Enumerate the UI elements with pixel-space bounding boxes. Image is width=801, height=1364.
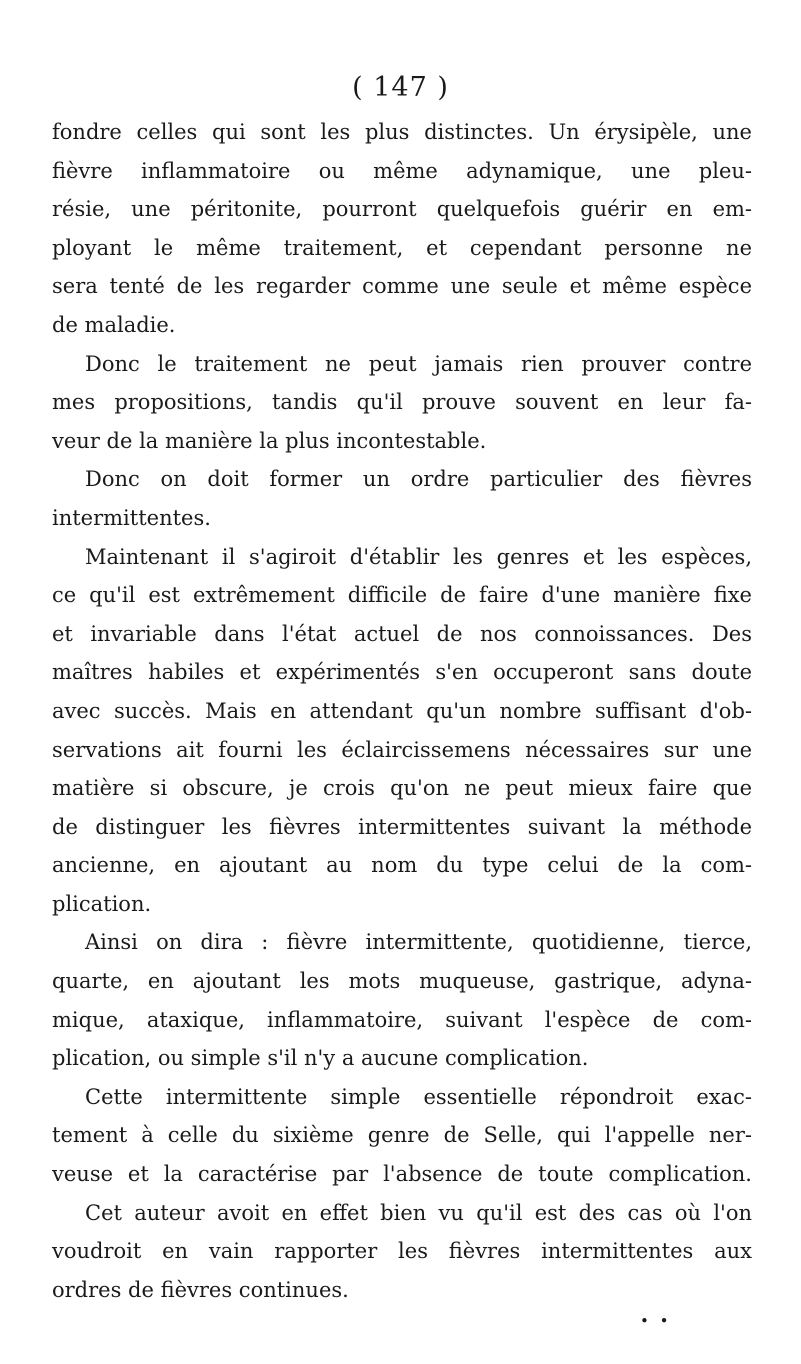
text-line: Cet auteur avoit en effet bien vu qu'il est des cas où l'on bbox=[85, 1200, 752, 1225]
page-number: ( 147 ) bbox=[352, 72, 449, 103]
text-line: voudroit en vain rapporter les fièvres intermittentes aux bbox=[52, 1239, 752, 1264]
text-line: ployant le même traitement, et cependant personne ne bbox=[52, 235, 752, 260]
text-line: avec succès. Mais en attendant qu'un nombre suffisant d'ob- bbox=[52, 698, 752, 723]
body-text bbox=[52, 113, 752, 1309]
text-line: plication. bbox=[52, 891, 152, 916]
text-line: Donc on doit former un ordre particulier des fièvres bbox=[85, 467, 752, 492]
text-line: veuse et la caractérise par l'absence de toute complication. bbox=[52, 1162, 752, 1187]
text-line: de maladie. bbox=[52, 312, 176, 337]
text-line: mique, ataxique, inflammatoire, suivant l'espèce de com- bbox=[52, 1007, 752, 1032]
text-line: sera tenté de les regarder comme une seule et même espèce bbox=[52, 274, 752, 299]
text-line: Cette intermittente simple essentielle répondroit exac- bbox=[85, 1084, 752, 1109]
text-line: plication, ou simple s'il n'y a aucune complication. bbox=[52, 1046, 589, 1071]
text-line: servations ait fourni les éclaircissemens nécessaires sur une bbox=[52, 737, 752, 762]
text-line: fièvre inflammatoire ou même adynamique, une pleu- bbox=[52, 158, 752, 183]
text-line: et invariable dans l'état actuel de nos connoissances. Des bbox=[52, 621, 752, 646]
text-line: résie, une péritonite, pourront quelquefois guérir en em- bbox=[52, 197, 752, 222]
text-line: ancienne, en ajoutant au nom du type celui de la com- bbox=[52, 853, 752, 878]
text-line: intermittentes. bbox=[52, 505, 211, 530]
text-line: tement à celle du sixième genre de Selle, qui l'appelle ner- bbox=[52, 1123, 752, 1148]
text-line: Donc le traitement ne peut jamais rien prouver contre bbox=[85, 351, 752, 376]
text-line: quarte, en ajoutant les mots muqueuse, gastrique, adyna- bbox=[52, 969, 752, 994]
text-line: fondre celles qui sont les plus distinctes. Un érysipèle, une bbox=[52, 120, 752, 144]
text-line: ordres de fièvres continues. bbox=[52, 1277, 349, 1302]
text-line: mes propositions, tandis qu'il prouve souvent en leur fa- bbox=[52, 390, 752, 415]
text-line: ce qu'il est extrêmement difficile de faire d'une manière fixe bbox=[52, 583, 752, 608]
text-line: Ainsi on dira : fièvre intermittente, quotidienne, tierce, bbox=[85, 930, 752, 955]
text-line: de distinguer les fièvres intermittentes suivant la méthode bbox=[52, 814, 752, 839]
text-line: veur de la manière la plus incontestable. bbox=[52, 428, 487, 453]
text-line: maîtres habiles et expérimentés s'en occuperont sans doute bbox=[52, 660, 752, 685]
text-line: matière si obscure, je crois qu'on ne peut mieux faire que bbox=[52, 776, 752, 801]
text-line: Maintenant il s'agiroit d'établir les genres et les espèces, bbox=[85, 544, 752, 569]
signature-mark: • • bbox=[640, 1312, 672, 1330]
